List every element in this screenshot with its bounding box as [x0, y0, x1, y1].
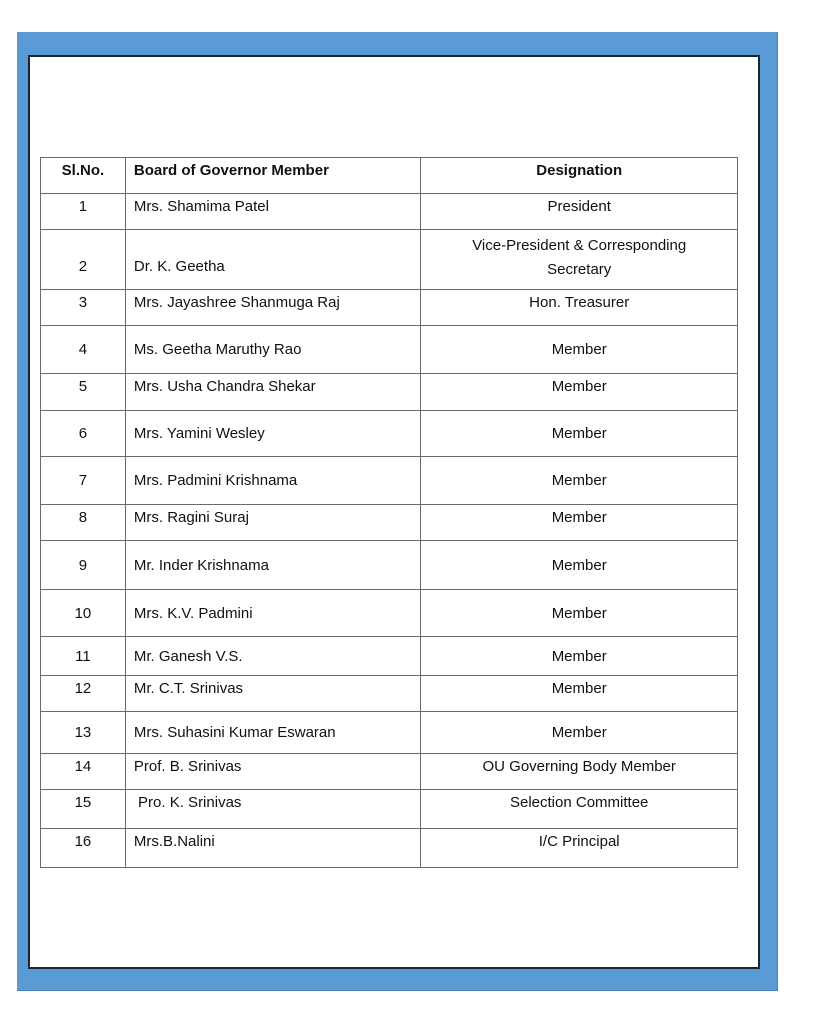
cell-no: 1 — [41, 194, 126, 230]
cell-no: 16 — [41, 829, 126, 868]
cell-member: Ms. Geetha Maruthy Rao — [125, 326, 421, 374]
cell-no: 11 — [41, 637, 126, 676]
cell-no: 10 — [41, 590, 126, 637]
cell-member: Pro. K. Srinivas — [125, 790, 421, 829]
cell-designation: Member — [421, 590, 738, 637]
cell-no: 15 — [41, 790, 126, 829]
cell-no: 4 — [41, 326, 126, 374]
cell-designation: Member — [421, 411, 738, 457]
header-member: Board of Governor Member — [125, 158, 421, 194]
cell-designation: Member — [421, 712, 738, 754]
table-row — [41, 541, 738, 590]
cell-no: 5 — [41, 374, 126, 411]
cell-no: 8 — [41, 505, 126, 541]
cell-no: 9 — [41, 541, 126, 590]
cell-no: 14 — [41, 754, 126, 790]
table-row — [41, 505, 738, 541]
header-designation: Designation — [421, 158, 738, 194]
cell-member: Mr. Inder Krishnama — [125, 541, 421, 590]
cell-designation: Member — [421, 374, 738, 411]
cell-member: Mrs.B.Nalini — [125, 829, 421, 868]
cell-designation: Member — [421, 457, 738, 505]
cell-no: 6 — [41, 411, 126, 457]
board-of-governors-table — [40, 157, 738, 868]
table-row — [41, 754, 738, 790]
cell-no: 7 — [41, 457, 126, 505]
cell-no: 12 — [41, 676, 126, 712]
cell-member: Mrs. Shamima Patel — [125, 194, 421, 230]
cell-member: Mrs. Padmini Krishnama — [125, 457, 421, 505]
table-row — [41, 290, 738, 326]
cell-designation: Selection Committee — [421, 790, 738, 829]
cell-member: Prof. B. Srinivas — [125, 754, 421, 790]
table-row — [41, 326, 738, 374]
cell-designation: President — [421, 194, 738, 230]
cell-member: Mrs. K.V. Padmini — [125, 590, 421, 637]
table-row — [41, 194, 738, 230]
table-row — [41, 829, 738, 868]
cell-member: Mrs. Jayashree Shanmuga Raj — [125, 290, 421, 326]
table-header-row — [41, 158, 738, 194]
cell-member: Mrs. Usha Chandra Shekar — [125, 374, 421, 411]
cell-designation: Member — [421, 505, 738, 541]
cell-member: Mr. C.T. Srinivas — [125, 676, 421, 712]
cell-member: Mr. Ganesh V.S. — [125, 637, 421, 676]
cell-member: Mrs. Suhasini Kumar Eswaran — [125, 712, 421, 754]
table-row — [41, 374, 738, 411]
table-row — [41, 637, 738, 676]
cell-member: Mrs. Yamini Wesley — [125, 411, 421, 457]
table-row — [41, 790, 738, 829]
cell-designation: Member — [421, 637, 738, 676]
header-sl-no: Sl.No. — [41, 158, 126, 194]
cell-designation: Member — [421, 676, 738, 712]
cell-member: Mrs. Ragini Suraj — [125, 505, 421, 541]
cell-no: 3 — [41, 290, 126, 326]
cell-designation: OU Governing Body Member — [421, 754, 738, 790]
cell-no: 2 — [41, 230, 126, 290]
table-row — [41, 457, 738, 505]
table-row — [41, 676, 738, 712]
table-row — [41, 590, 738, 637]
table-row — [41, 712, 738, 754]
cell-no: 13 — [41, 712, 126, 754]
cell-member: Dr. K. Geetha — [125, 230, 421, 290]
cell-designation: Member — [421, 541, 738, 590]
cell-designation: Member — [421, 326, 738, 374]
table-row — [41, 230, 738, 290]
cell-designation: Vice-President & Corresponding Secretary — [421, 230, 738, 290]
cell-designation: Hon. Treasurer — [421, 290, 738, 326]
cell-designation: I/C Principal — [421, 829, 738, 868]
table-row — [41, 411, 738, 457]
